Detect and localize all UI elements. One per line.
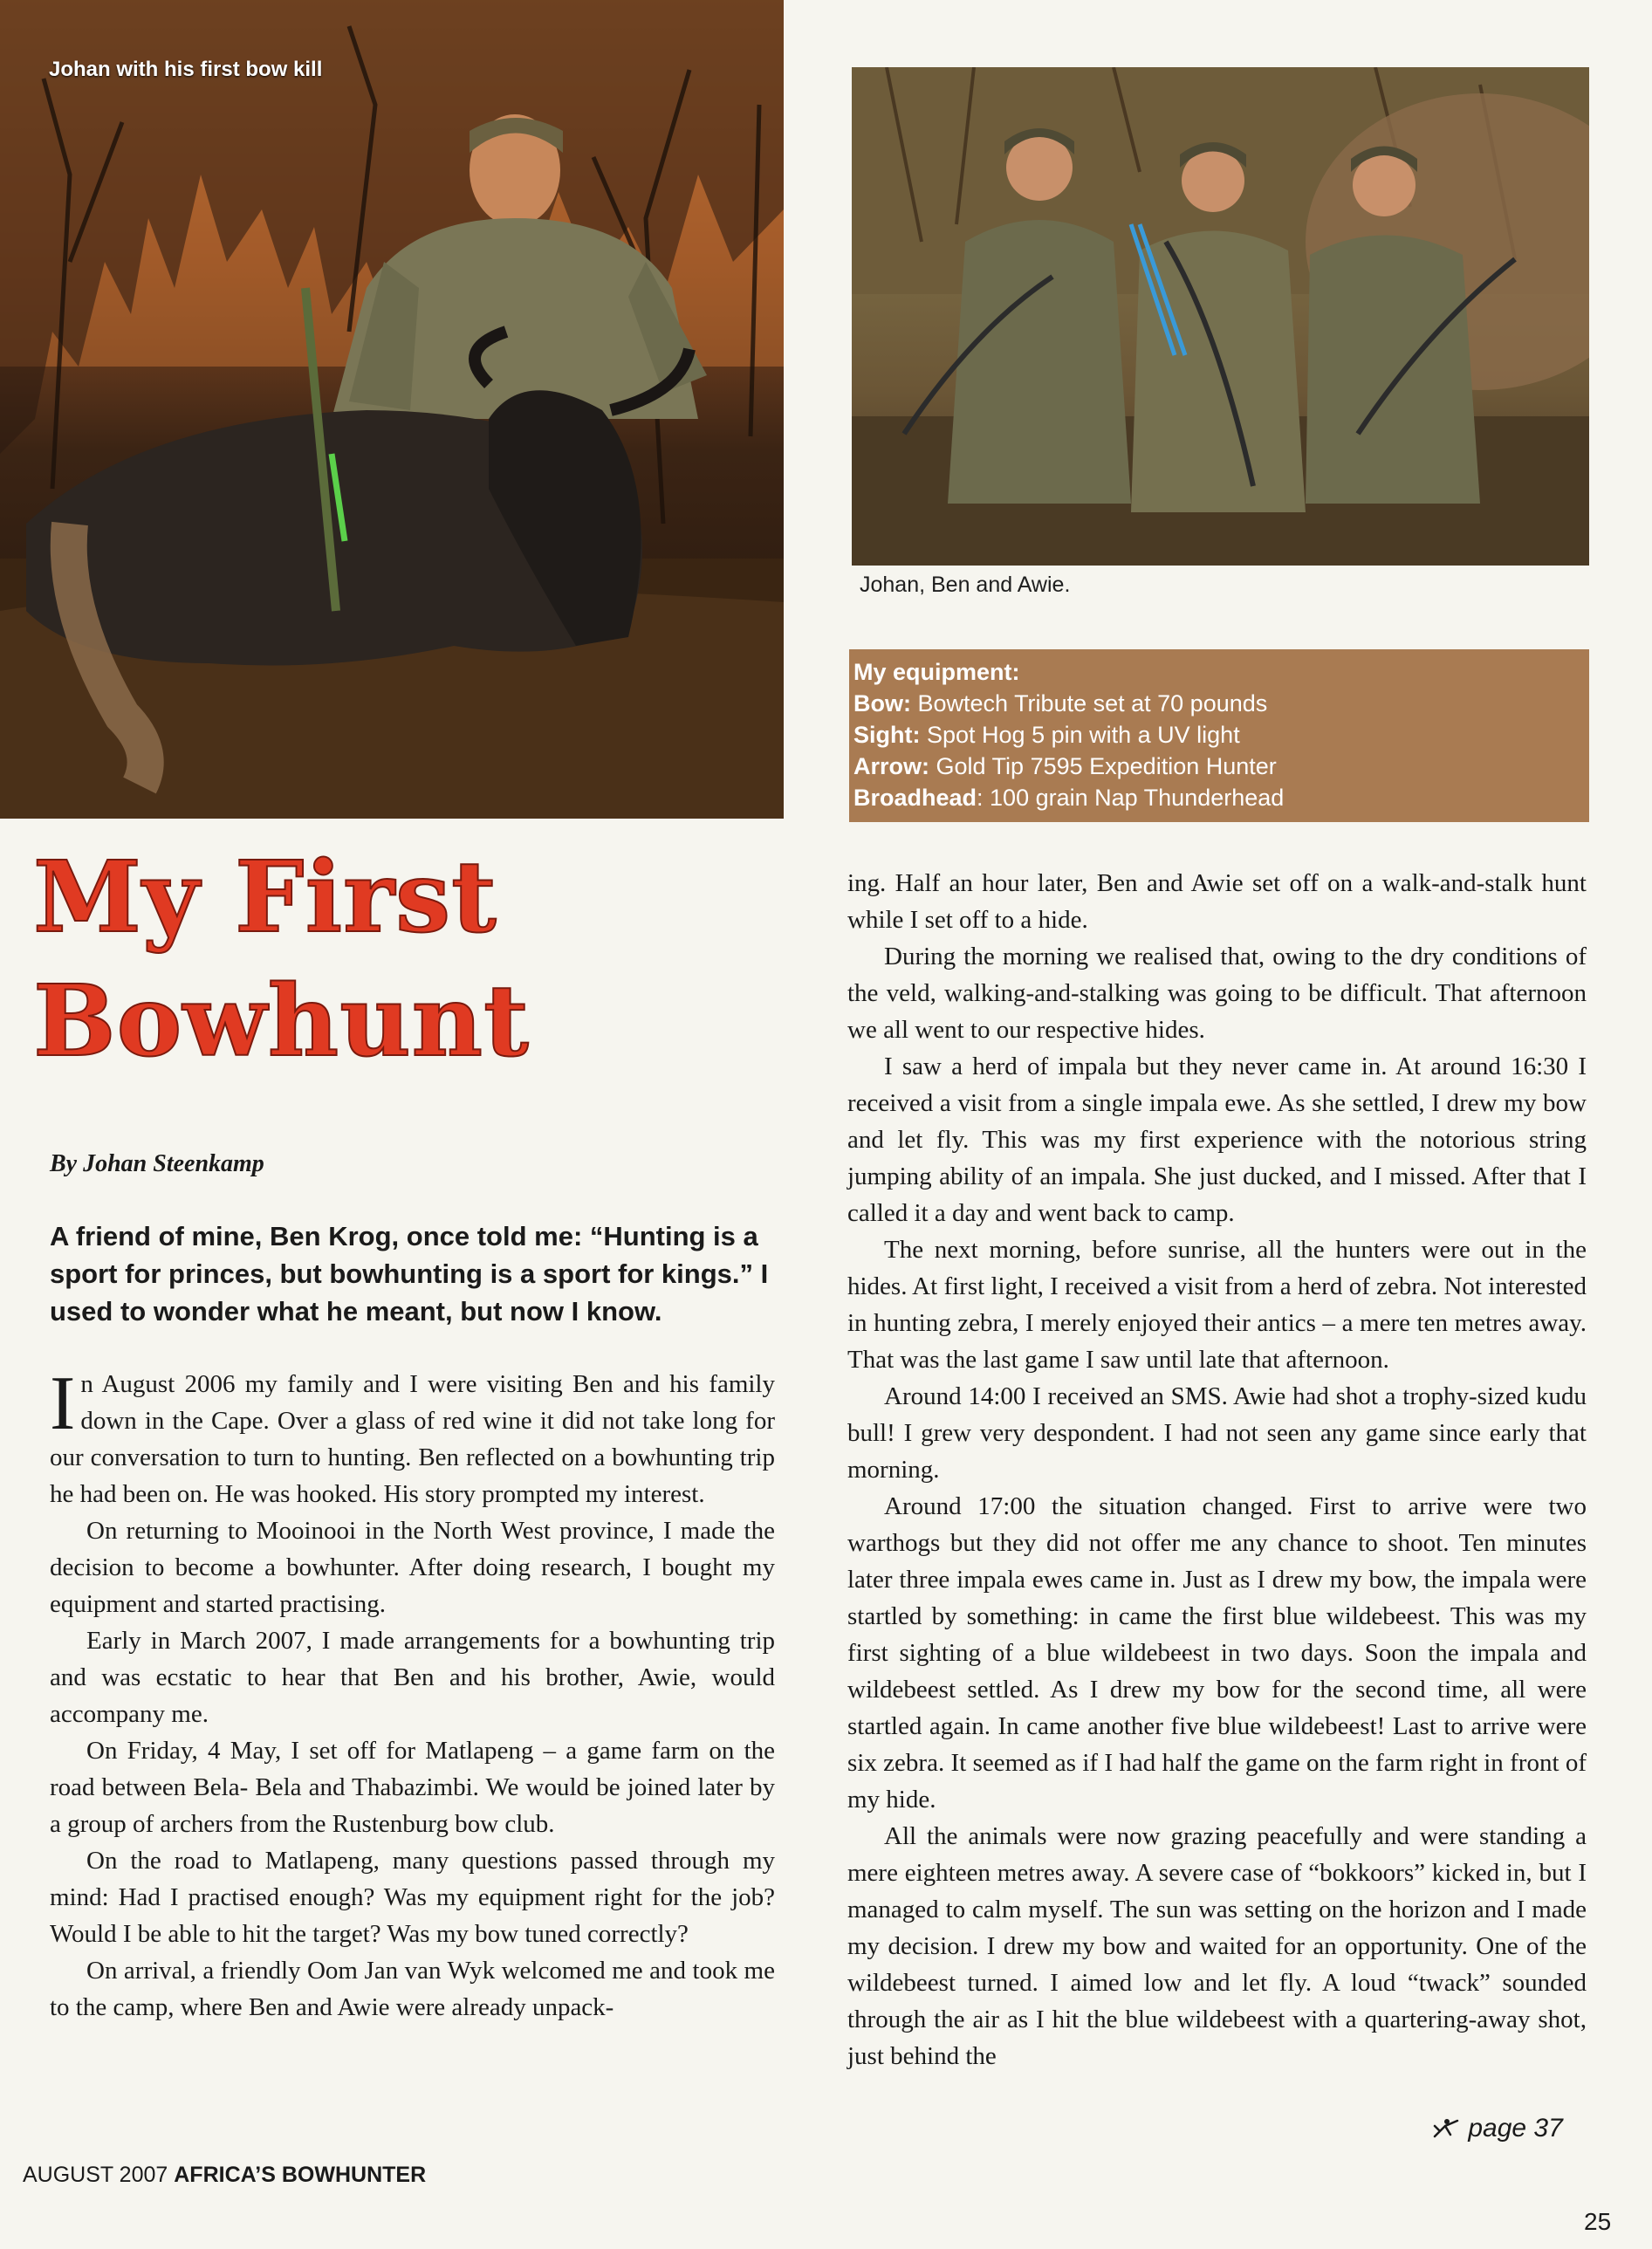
three-hunters-photo: [852, 67, 1589, 566]
body-paragraph: ing. Half an hour later, Ben and Awie set off on a walk-and-stalk hunt while I set off to a hide.: [847, 869, 1587, 934]
hunter-with-wildebeest-illustration: [0, 0, 784, 819]
body-paragraph: Around 14:00 I received an SMS. Awie had shot a trophy-sized kudu bull! I grew very despondent. I had not seen any game since early that morning.: [847, 1382, 1587, 1484]
equipment-item-sight: Sight: Spot Hog 5 pin with a UV light: [853, 722, 1240, 748]
archer-icon: [1431, 2114, 1468, 2143]
equipment-item-bow: Bow: Bowtech Tribute set at 70 pounds: [853, 690, 1268, 717]
issue-date: AUGUST 2007: [23, 2163, 168, 2187]
body-paragraph: I saw a herd of impala but they never came in. At around 16:30 I received a visit from a single impala ewe. As she settled, I drew my bow and let fly. This was my first experience with the notorious string jumping ability of an impala. She just ducked, and I missed. After that I called it a day and went back to camp.: [847, 1053, 1587, 1227]
body-paragraph: Early in March 2007, I made arrangements for a bowhunting trip and was ecstatic to hear that Ben and his brother, Awie, would accompany me.: [50, 1627, 775, 1728]
body-paragraph: In August 2006 my family and I were visiting Ben and his family down in the Cape. Over a glass of red wine it did not take long for our conversation to turn to hunting. Ben reflected on a bowhunting trip he had been on. He was hooked. His story prompted my interest.: [50, 1361, 775, 1508]
body-paragraph: On the road to Matlapeng, many questions passed through my mind: Had I practised enough? Was my equipment right for the job? Would I be able to hit the target? Was my bow tuned correctly?: [50, 1847, 775, 1948]
body-paragraph: Around 17:00 the situation changed. First to arrive were two warthogs but they did not offer me any chance to shoot. Ten minutes later three impala ewes came in. Just as I drew my bow, the impala were startled by something: in came the first blue wildebeest. This was my first sighting of a blue wildebeest in two days. Soon the impala and wildebeest settled. As I drew my bow for the second time, all were startled again. In came another five blue wildebeest! Last to arrive were six zebra. It seemed as if I had half the game on the farm right in front of my hide.: [847, 1492, 1587, 1814]
article-column-right: [847, 865, 1587, 2074]
body-paragraph: The next morning, before sunrise, all the hunters were out in the hides. At first light, I received a visit from a herd of zebra. Not interested in hunting zebra, I merely enjoyed their antics – a mere ten metres away. That was the last game I saw until late that afternoon.: [847, 1236, 1587, 1374]
byline: By Johan Steenkamp: [50, 1150, 264, 1177]
title-line-1: My First: [33, 840, 497, 955]
article-column-left: [50, 1361, 775, 2026]
magazine-name: AFRICA’S BOWHUNTER: [174, 2163, 427, 2187]
photo-caption-left: Johan with his first bow kill: [49, 58, 323, 81]
title-line-2: Bowhunt: [33, 964, 530, 1079]
intro-paragraph: A friend of mine, Ben Krog, once told me: “Hunting is a sport for princes, but bowhunting is a sport for kings.” I used to wonder what he meant, but now I know.: [50, 1221, 769, 1327]
body-paragraph: On arrival, a friendly Oom Jan van Wyk welcomed me and took me to the camp, where Ben and Awie were already unpack-: [50, 1957, 775, 2021]
hunter-with-wildebeest-photo: [0, 0, 784, 819]
continued-link[interactable]: [1431, 2114, 1563, 2143]
equipment-item-broadhead: Broadhead: 100 grain Nap Thunderhead: [853, 785, 1285, 811]
equipment-box: [849, 649, 1589, 822]
three-hunters-illustration: [852, 67, 1589, 566]
body-paragraph: On Friday, 4 May, I set off for Matlapeng – a game farm on the road between Bela- Bela and Thabazimbi. We would be joined later by a group of archers from the Rustenburg bow club.: [50, 1737, 775, 1838]
equipment-heading: My equipment:: [853, 659, 1020, 685]
drop-cap: I: [50, 1361, 76, 1446]
equipment-item-arrow: Arrow: Gold Tip 7595 Expedition Hunter: [853, 753, 1277, 779]
photo-caption-right: Johan, Ben and Awie.: [860, 573, 1071, 597]
body-paragraph: On returning to Mooinooi in the North West province, I made the decision to become a bowhunter. After doing research, I bought my equipment and started practising.: [50, 1517, 775, 1618]
page-footer: [23, 2163, 426, 2188]
body-paragraph: All the animals were now grazing peacefully and were standing a mere eighteen metres away. A severe case of “bokkoors” kicked in, but I managed to calm myself. The sun was setting on the horizon and I made my decision. I drew my bow and waited for an opportunity. One of the wildebeest turned. I aimed low and let fly. A loud “twack” sounded through the air as I hit the blue wildebeest with a quartering-away shot, just behind the: [847, 1822, 1587, 2070]
page-number: 25: [1584, 2208, 1612, 2235]
continued-page-label: page 37: [1468, 2114, 1563, 2143]
article-title: [33, 836, 801, 1084]
body-paragraph: During the morning we realised that, owing to the dry conditions of the veld, walking-and-stalking was going to be difficult. That afternoon we all went to our respective hides.: [847, 943, 1587, 1044]
